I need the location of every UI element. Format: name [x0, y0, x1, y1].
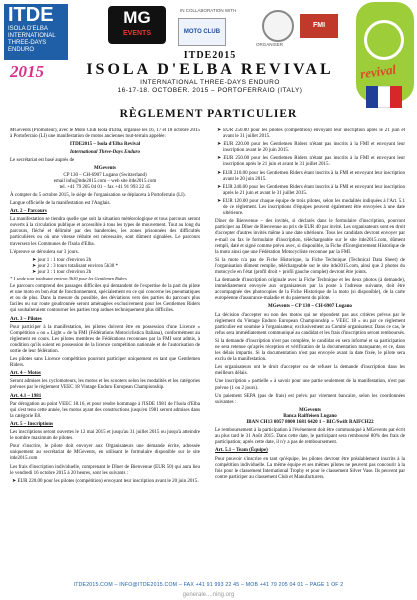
right-column [215, 128, 405, 576]
list-item-text: EUR 220.00 pour les Gentlemen Riders n'étant pas inscrits à la FMI et envoyant leur inscription avant le 20 juin 2015. [223, 142, 405, 154]
paragraph: Pour pouvoir s'inscrire en tant qu'équipe, les pilotes devront être préalablement inscrits à la compétition individuelle. La même équipe et ses mêmes pilotes ne peuvent pas concourir à la fois pour le classement International Trophy et pour le classement Silver Vase. Ils peuvent par contre participer au classement Club et Manufacturers. [215, 456, 405, 480]
bank-line: Banca Raiffeisen Lugano [283, 413, 337, 419]
email-web-line: email info@itde2015.com – web site itde2015.com [53, 178, 157, 184]
paragraph: Dîner de Bienvenue – des invités, si déclarés dans le formulaire d'inscription, pourront participer au Dîner de Bienvenue au prix de EUR 40 par invité. Les organisateurs sont en droit d'accepter d'autres invités même à une date ultérieure. Tous les candidats devront envoyer par e-mail ou fax le formulaire d'inscription, téléchargeable sur le site itde2015.com, dûment rempli, daté et signé comme prévu avec, si disponible, la Fiche d'Enregistrement Historique de la moto ainsi que une Fédération Motocycliste reconnue par la FMI. [215, 219, 405, 255]
list-item: ➤ EUR 220.00 pour les pilotes (compétition) envoyant leur inscription avant le 20 juin 2015. [12, 478, 199, 484]
event-title: ISOLA D'ELBA REVIVAL [86, 61, 334, 78]
paragraph: Le remboursement à la participation à l'événement doit être communiqué à MGevents par écrit au plus tard le 31 Août 2015. Dans cette date, le participant sera remboursé 80% des frais de participation; après cette date, il n'y a pas de remboursement. [215, 428, 405, 446]
paragraph: Un paiement SEPA (pas de frais) est prévu par virement bancaire, selon les coordonnées suivantes : [215, 393, 405, 405]
paragraph: À compter du 5 octobre 2015, le siège de l'organisation se déplacera à Portoferraio (LI). [10, 192, 186, 198]
address-line: MGevents [94, 166, 116, 172]
section-heading: Art. 4.1 – 1981 [10, 393, 42, 399]
list-item: ➤ EUR 220.00 pour les Gentlemen Riders n'étant pas inscrits à la FMI et envoyant leur inscription avant le 20 juin 2015. [217, 142, 405, 154]
paragraph: Si la moto n'a pas de Fiche Historique, la Fiche Technique (Technical Data Sheet) de l'organisation dûment remplie, téléchargeable sur le site itde2015.com, ainsi que 2 photos du motocycle en l'état (profil droit + profil gauche complet) devront être joints. [215, 257, 405, 275]
list-item-text: EUR 120.00 pour chaque équipe de trois pilotes, selon les modalités indiquées à l'Art. 5.1 de ce règlement. Les inscriptions d'équipes peuvent également être envoyées à une date ultérieure. [222, 198, 405, 217]
paragraph: La manifestation se tiendra quelle que soit la situation météorologique et tous parcours seront ouverts à la circulation publique et accessible à tous les types de mouvement. Tout au long du parcours, fléché et délimité par des banderoles, les zones prisonnées des difficultés particulières ou où une vitesse réduite est nécessaire, sont dûment signalées. Le parcours traversera les Communes de l'Isola d'Elba. [10, 217, 200, 247]
paragraph: La demande d'inscription originale avec la Fiche Technique et les deux photos (à demande), immédiatement envoyée aux organisateurs par la poste à l'adresse suivante, doit être accompagnée des photocopies de la Fiche Historique de la moto (si disponible), de la carte européenne d'assurance-maladie et du paiement du pilote. [215, 278, 405, 302]
section-heading: Art. 2 – Parcours [10, 209, 47, 215]
flag-stripe-red [390, 86, 402, 108]
paragraph: Seront admises les cyclomoteurs, les motos et les scooters selon les modalités et les catégories prévues par le règlement VEEC 18 Vintage Enduro European Championship. [10, 379, 200, 391]
list-item: ➤ jour 2 : 3 tours totalisant environ 5h30 * [32, 263, 118, 269]
list-item-text: jour 1 : 1 tour d'environ 2h [37, 257, 92, 263]
itde-year: 2015 [10, 62, 44, 81]
list-item-text: EUR 240.00 pour les Gentlemen Riders étant inscrits à la FMI et envoyant leur inscription après le 21 juin et avant le 31 juillet 2015. [222, 184, 405, 196]
revival-ring-icon [364, 20, 404, 60]
event-name: ITDE2015 – Isola d'Elba Revival [69, 142, 141, 148]
page-footer: ITDE2015.COM – INFO@ITDE2015.COM – FAX +41 91 993 22 45 – MOB +41 79 205 04 01 – PAGE 1 OF 2 [73, 582, 344, 588]
moto-club-logo: MOTO CLUB [178, 18, 226, 46]
paragraph: Le parcours comprend des passages difficiles qui demandent de l'expertise de la part du pilote et une moto en bon état de fonctionnement, spécialement en ce qui concerne les pneumatiques et ou de plus. Dans la mesure du possible, des déviations vers des parties du parcours plus faciles ou sur route goudronnée seront aménagées exclusivement pour les Gentlemen Riders qui souhaiteraient contourner les parties trop ardues techniquement plus difficiles. [10, 284, 200, 314]
left-column [10, 128, 200, 576]
list-item: ➤ EUR 240.00 pour les Gentlemen Riders étant inscrits à la FMI et envoyant leur inscription après le 21 juin et avant le 31 juillet 2015. [217, 184, 405, 196]
fmi-logo: FMI [300, 14, 338, 38]
section-heading: Art. 5 – Inscriptions [10, 421, 54, 427]
paragraph: Les inscriptions seront ouvertes le 12 mai 2015 et jusqu'au 31 juillet 2015 ou jusqu'à atteindre le nombre maximum de pilotes. [10, 430, 200, 442]
paragraph: Les frais d'inscription individuelle, comprenant le Dîner de Bienvenue (EUR 50) qui aura lieu le vendredi 16 octobre 2015 à 20 heures, sont les suivants : [10, 464, 200, 476]
event-code: ITDE2015 [183, 50, 237, 61]
iban-line: IBAN CH13 8057 8000 1681 6420 1 – BIC/Swift RAIFCH22 [246, 420, 374, 426]
list-item-text: jour 3 : 1 tour d'environ 2h [37, 269, 92, 275]
itde-logo-text: ITDE [8, 4, 54, 26]
list-item-text: EUR 210.00 pour les Gentlemen Riders étant inscrits à la FMI et envoyant leur inscription avant le 20 juin 2015. [222, 170, 405, 182]
footnote: * 1 seule tour totalisant environ 3h30 pour les Gentlemen Riders [10, 275, 127, 281]
revival-logo-text: revival [359, 61, 397, 82]
flag-stripe-white [378, 86, 390, 108]
paragraph: Pour participer à la manifestation, les pilotes doivent être en possession d'une Licence « Compétition » ou « Light » de la FMI (Fédérations Motociclistica Italiana), conformément au règlement en cours. Les pilotes membres de Fédérations reconnues par la FMI sont admis, à condition qu'ils soient en possession de la licence compétition nationale et de l'autorisation de sortie de leur fédération. [10, 324, 200, 354]
paragraph: Les organisateurs ont le droit d'accepter ou de refuser la demande d'inscription dans les meilleurs délais. [215, 365, 405, 377]
event-dates: 16-17-18. OCTOBER. 2015 – PORTOFERRAIO (ITALY) [117, 87, 303, 94]
organiser-label: ORGANISER [256, 42, 284, 47]
section-heading: Art. 5.1 – Team (Équipe) [215, 448, 268, 454]
list-item: ➤ EUR 210.00 pour les Gentlemen Riders étant inscrits à la FMI et envoyant leur inscription avant le 20 juin 2015. [217, 170, 405, 182]
paragraph: Si la demande d'inscription n'est pas complète, le candidat en sera informé et sa participation ne sera retenue qu'après réception et vérification de la documentation manquante, et ce, dans les délais impartis. Si la documentation n'est pas envoyée avant la date fixée, le pilote sera exclu de la manifestation. [215, 338, 405, 363]
bank-line: MGevents [299, 407, 321, 413]
list-item: ➤ jour 1 : 1 tour d'environ 2h [32, 257, 92, 263]
event-subname: International Three-Days Enduro [69, 150, 140, 156]
postal-address: MGevents – CP 130 – CH-6907 Lugano [268, 304, 352, 310]
list-item-text: EUR 220.00 pour les pilotes (compétition) envoyant leur inscription avant le 20 juin 2015. [17, 478, 199, 484]
paragraph: Langue officielle de la manifestation est l'Anglais. [10, 200, 111, 206]
paragraph: La décision d'accepter ou non des motos qui ne répondent pas aux critères prévus par le règlement du Vintage Enduro European Championship « VEEC 18 » ou par ce règlement particulier est soumise à l'organisateur, exclusivement au Comité organisateur. Dans ce cas, le refus sera immédiatement communiqué au candidat et les frais d'inscription seront remboursés. [215, 312, 405, 336]
document-title: RÈGLEMENT PARTICULIER [119, 108, 298, 120]
list-item: ➤ jour 3 : 1 tour d'environ 2h [32, 269, 92, 275]
mg-logo-text: MG [123, 8, 151, 27]
collab-text: IN COLLABORATION WITH [180, 8, 237, 13]
paragraph: Pour s'inscrire, le pilote doit envoyer aux Organisateurs une demande écrite, adressée uniquement au secrétariat de MGevents, en utilisant le formulaire disponible sur le site itde2015.com [10, 444, 200, 462]
phone-line: tel. +41 79 205 04 01 – fax +41 91 993 22 45 [59, 184, 151, 190]
address-line: CP 130 – CH-6907 Lugano (Switzerland) [63, 172, 147, 178]
paragraph: Les pilotes sans Licence compétition pourront participer uniquement en tant que Gentlemen Riders. [10, 357, 200, 369]
itde-logo-sub: ISOLA D'ELBA INTERNATIONAL THREE-DAYS ENDURO [8, 26, 56, 53]
mg-logo-sub: EVENTS [122, 30, 151, 37]
header [0, 0, 417, 108]
paragraph: Le secrétariat est basé auprès de [10, 158, 75, 164]
section-heading: Art. 4 – Motos [10, 371, 41, 377]
list-item: ➤ EUR 250.00 pour les Gentlemen Riders n'étant pas inscrits à la FMI et envoyant leur inscription après le 21 juin et avant le 31 juillet 2015. [217, 156, 405, 168]
event-title-block [80, 50, 340, 95]
flag-stripe-blue [366, 86, 378, 108]
section-heading: Art. 3 – Pilotes [10, 316, 42, 322]
paragraph: MGevents (Promoteur), avec le Moto Club Isola d'Elba, organise les 16, 17 et 18 octobre 2015 à Portoferraio (LI) une manifestation de motos anciennes tout-terrain appelée: [10, 128, 200, 140]
paragraph: L'épreuve se déroulera sur 3 jours. [10, 249, 79, 255]
watermark: generale....ning.org [182, 592, 235, 598]
list-item-text: EUR 250.00 pour les Gentlemen Riders n'étant pas inscrits à la FMI et envoyant leur inscription après le 21 juin et avant le 31 juillet 2015. [223, 156, 405, 168]
french-flag-icon [366, 86, 402, 108]
list-item: ➤ EUR 120.00 pour chaque équipe de trois pilotes, selon les modalités indiquées à l'Art. 5.1 de ce règlement. Les inscriptions d'équipes peuvent également être envoyées à une date ultérieure. [217, 198, 405, 217]
organiser-emblem-icon [262, 10, 294, 42]
itde-logo [4, 4, 68, 60]
event-subtitle: INTERNATIONAL THREE-DAYS ENDURO [140, 79, 280, 86]
list-item: ➤ EUR 250.00 pour les pilotes (compétition) envoyant leur inscription après le 21 juin et avant le 31 juillet 2015. [217, 128, 405, 140]
list-item-text: EUR 250.00 pour les pilotes (compétition) envoyant leur inscription après le 21 juin et avant le 31 juillet 2015. [223, 128, 405, 140]
mg-events-logo [108, 6, 166, 44]
list-item-text: jour 2 : 3 tours totalisant environ 5h30 * [37, 263, 118, 269]
paragraph: Par dérogation au point VEEC 18.16, et pour rendre hommage à l'ISDE 1981 de l'Isola d'Elba qui s'est tenu cette année, les motos ayant des constructions jusqu'en 1981 seront admises dans la catégorie E8. [10, 401, 200, 419]
paragraph: Une inscription « partielle » à savoir pour une partie seulement de la manifestation, n'est pas prévue (1 ou 2 jours). [215, 379, 405, 391]
